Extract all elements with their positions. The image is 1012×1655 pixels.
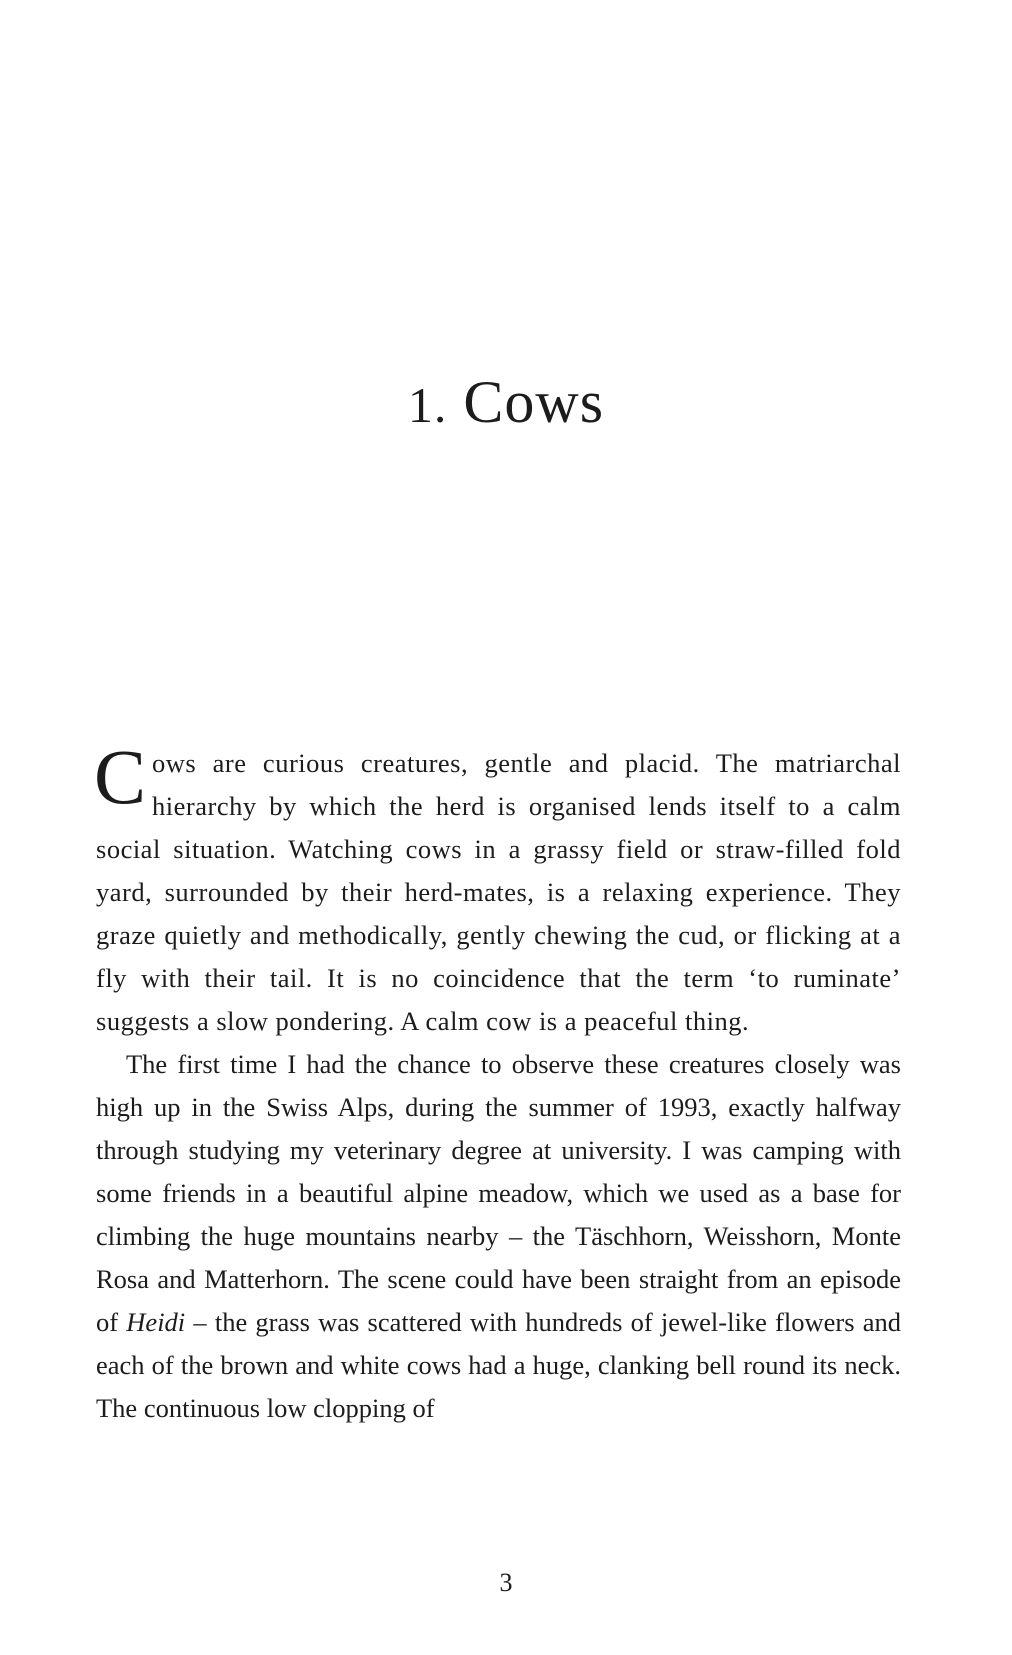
paragraph-2 xyxy=(96,1043,901,1430)
paragraph-1 xyxy=(94,733,901,1043)
paragraph-2-text-b: – the grass was scattered with hundreds of jewel-like flowers and each of the brown and white cows had a huge, clanking bell round its neck. The continuous low clopping of xyxy=(96,1307,902,1423)
paragraph-1-text: ows are curious creatures, gentle and placid. The matriarchal hierarchy by which the herd is organised lends itself to a calm social situation. Watching cows in a grassy field or straw-filled fold yard, surrounded by their herd-mates, is a relaxing experience. They graze quietly and methodically, gently chewing the cud, or flicking at a fly with their tail. It is no coincidence that the term ‘to ruminate’ suggests a slow pondering. A calm cow is a peaceful thing. xyxy=(96,748,901,1036)
chapter-number: 1. xyxy=(407,377,448,433)
paragraph-2-text-a: The first time I had the chance to observe these creatures closely was high up in the Swiss Alps, during the summer of 1993, exactly halfway through studying my veterinary degree at university. I was camping with some friends in a beautiful alpine meadow, which we used as a base for climbing the huge mountains nearby – the Täschhorn, Weisshorn, Monte Rosa and Matterhorn. The scene could have been straight from an episode of xyxy=(96,1049,901,1337)
italic-title: Heidi xyxy=(126,1307,186,1337)
page-number: 3 xyxy=(499,1568,513,1597)
chapter-name: Cows xyxy=(463,369,605,435)
body-text xyxy=(94,733,902,1430)
drop-cap: C xyxy=(94,733,147,820)
chapter-title xyxy=(0,369,1012,435)
